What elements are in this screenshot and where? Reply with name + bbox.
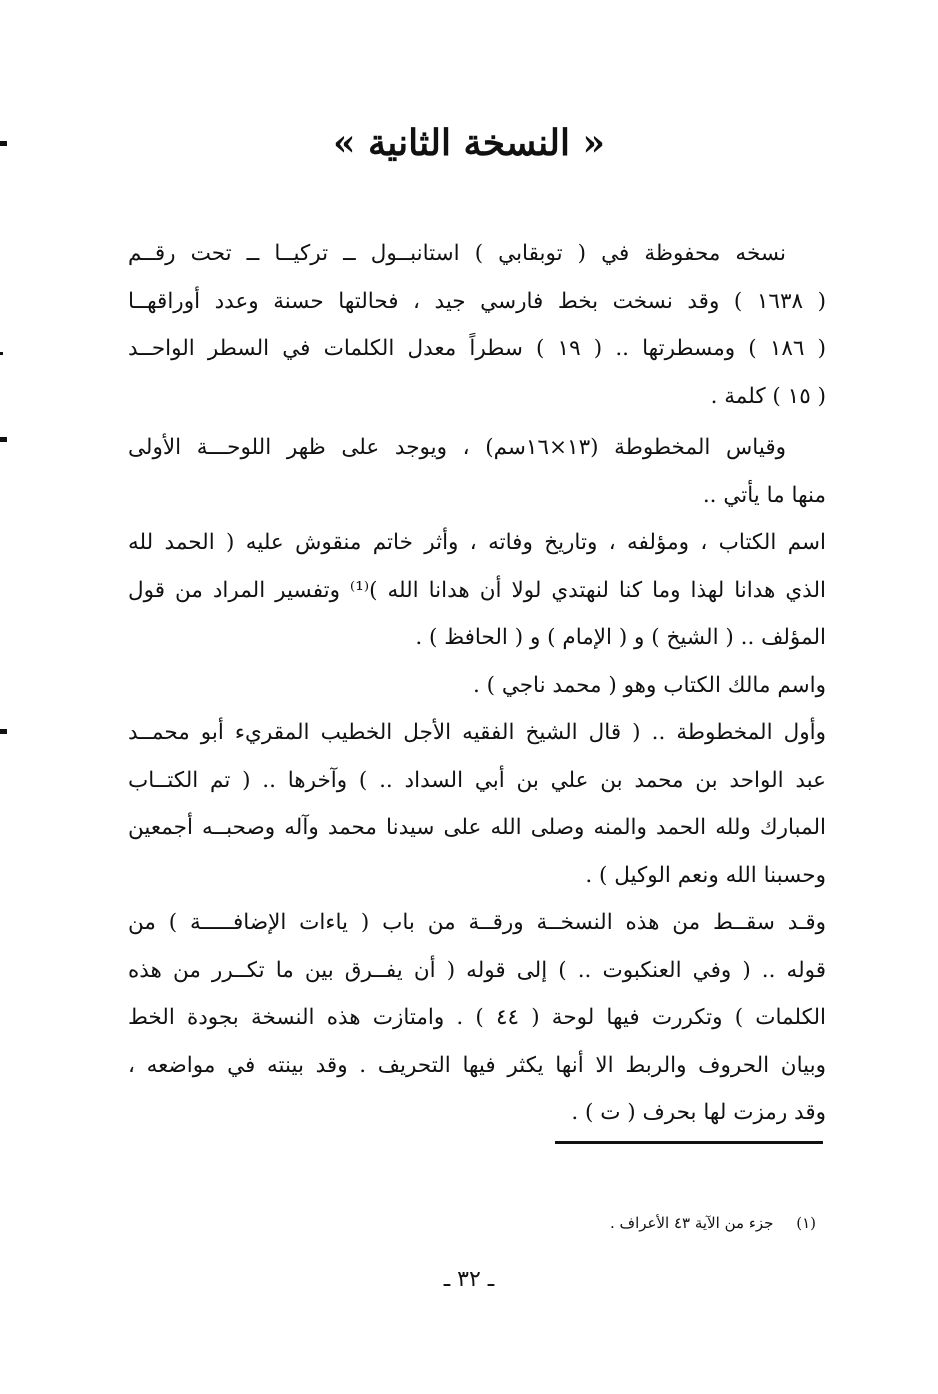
scan-edge-mark [0,437,7,442]
body-text [128,230,826,1137]
paragraph-manuscript-location [128,230,826,420]
scan-edge-mark [0,729,7,734]
scan-edge-mark [0,352,3,355]
text-line: اسم الكتاب ، ومؤلفه ، وتاريخ وفاته ، وأثر خاتم منقوش عليه ( الحمد لله [128,530,826,555]
footnote [610,1208,816,1238]
text-line: الكلمات ) وتكررت فيها لوحة ( ٤٤ ) . وامتازت هذه النسخة بجودة الخط [128,1005,826,1030]
text-line: الذي هدانا لهذا وما كنا لنهتدي لولا أن هدانا الله )⁽¹⁾ وتفسير المراد من قول [128,577,826,603]
text-line: وأول المخطوطة .. ( قال الشيخ الفقيه الأجل الخطيب المقريء أبو محمــد [128,720,826,745]
paragraph-cover-contents [128,519,826,662]
footnote-number: (١) [796,1214,816,1232]
text-line: المبارك ولله الحمد والمنه وصلى الله على سيدنا محمد وآله وصحبــه أجمعين [128,815,826,840]
text-line: وحسبنا الله ونعم الوكيل ) . [585,862,826,888]
paragraph-incipit-explicit [128,709,826,899]
text-line: ( ١٦٣٨ ) وقد نسخت بخط فارسي جيد ، فحالتها حسنة وعدد أوراقهــا [128,288,826,314]
footnote-text: جزء من الآية ٤٣ الأعراف . [610,1214,774,1232]
section-title: « النسخة الثانية » [332,122,606,164]
footnote-separator [555,1141,823,1144]
paragraph-manuscript-size [128,424,826,519]
text-line: وقـد سقــط من هذه النسخــة ورقــة من باب ( ياءات الإضافـــــة ) من [128,910,826,935]
text-line: منها ما يأتي .. [702,482,826,508]
text-line: المؤلف .. ( الشيخ ) و ( الإمام ) و ( الحافظ ) . [415,625,826,650]
text-line: قوله .. ( وفي العنكبوت .. ) إلى قوله ( أن يفــرق بين ما تكــرر من هذه [128,957,826,983]
paragraph-owner [128,662,826,710]
text-line: ( ١٥ ) كلمة . [710,383,826,409]
paragraph-missing-folio [128,899,826,1137]
text-line: نسخه محفوظة في ( توبقابي ) استانبــول ــ تركيــا ــ تحت رقــم [128,241,786,266]
text-line: وقد رمزت لها بحرف ( ت ) . [571,1100,826,1125]
text-line: ( ١٨٦ ) ومسطرتها .. ( ١٩ ) سطراً معدل الكلمات في السطر الواحــد [128,336,826,361]
text-line: واسم مالك الكتاب وهو ( محمد ناجي ) . [472,672,826,698]
text-line: وبيان الحروف والربط الا أنها يكثر فيها التحريف . وقد بينته في مواضعه ، [128,1052,826,1078]
text-line: عبد الواحد بن محمد بن علي بن أبي السداد .. ) وآخرها .. ( تم الكتــاب [128,767,826,793]
page-number: ـ ٣٢ ـ [443,1267,495,1292]
text-line: وقياس المخطوطة (١٣×١٦سم) ، ويوجد على ظهر اللوحـــة الأولى [128,435,786,460]
